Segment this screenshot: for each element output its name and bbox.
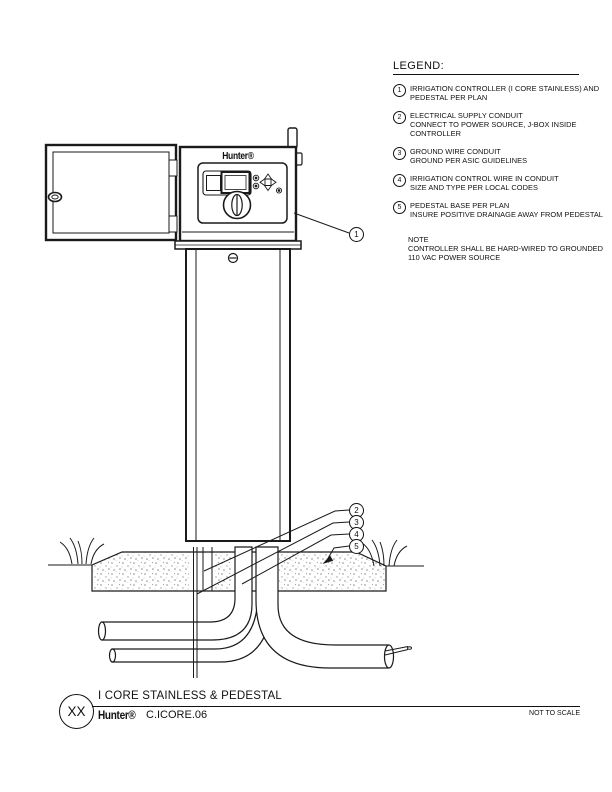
note-text: CONTROLLER SHALL BE HARD-WIRED TO GROUNDED xyxy=(408,244,603,253)
detail-code: C.ICORE.06 xyxy=(146,709,208,721)
callout-bubble-5: 5 xyxy=(349,539,364,554)
legend-item-4 xyxy=(393,174,589,192)
legend-item-2 xyxy=(393,111,589,138)
legend-text: GROUND WIRE CONDUIT xyxy=(410,147,501,156)
legend-text: SIZE AND TYPE PER LOCAL CODES xyxy=(410,183,538,192)
legend-item-5 xyxy=(393,201,603,219)
legend-number-1: 1 xyxy=(393,84,406,97)
door-lock-icon xyxy=(49,193,62,202)
legend xyxy=(393,60,603,262)
title-rule xyxy=(92,706,580,707)
controller-cabinet xyxy=(180,128,302,241)
antenna-icon xyxy=(288,128,297,148)
brand-logo: Hunter® xyxy=(98,710,136,723)
callout-bubble-1: 1 xyxy=(349,227,364,242)
legend-number-4: 4 xyxy=(393,174,406,187)
note-block xyxy=(408,235,603,262)
legend-text: GROUND PER ASIC GUIDELINES xyxy=(410,156,528,165)
legend-text: ELECTRICAL SUPPLY CONDUIT xyxy=(410,111,523,120)
detail-id-bubble: XX xyxy=(59,694,94,729)
pedestal-lock-icon xyxy=(229,254,238,263)
legend-number-3: 3 xyxy=(393,147,406,160)
callout-bubble-4: 4 xyxy=(349,527,364,542)
pedestal xyxy=(175,241,301,541)
display-button-icon xyxy=(207,176,221,191)
legend-text: IRRIGATION CONTROLLER (I CORE STAINLESS) AND xyxy=(410,84,600,93)
note-heading: NOTE xyxy=(408,235,429,244)
page-title: I CORE STAINLESS & PEDESTAL xyxy=(98,690,282,702)
scale-note: NOT TO SCALE xyxy=(529,710,580,717)
legend-text: CONTROLLER xyxy=(410,129,462,138)
rotary-dial-icon xyxy=(224,192,251,219)
legend-item-1 xyxy=(393,84,600,102)
controller-faceplate xyxy=(198,163,287,223)
legend-heading: LEGEND: xyxy=(393,60,579,75)
legend-text: CONNECT TO POWER SOURCE, J-BOX INSIDE xyxy=(410,120,577,129)
callout-bubble-3: 3 xyxy=(349,515,364,530)
note-text: 110 VAC POWER SOURCE xyxy=(408,253,501,262)
cabinet-door xyxy=(46,145,177,240)
legend-text: IRRIGATION CONTROL WIRE IN CONDUIT xyxy=(410,174,559,183)
legend-text: PEDESTAL PER PLAN xyxy=(410,93,488,102)
legend-number-2: 2 xyxy=(393,111,406,124)
legend-text: PEDESTAL BASE PER PLAN xyxy=(410,201,510,210)
callout-bubble-2: 2 xyxy=(349,503,364,518)
legend-item-3 xyxy=(393,147,589,165)
legend-text: INSURE POSITIVE DRAINAGE AWAY FROM PEDESTAL xyxy=(410,210,603,219)
legend-number-5: 5 xyxy=(393,201,406,214)
cabinet-brand-logo: Hunter® xyxy=(222,150,254,162)
